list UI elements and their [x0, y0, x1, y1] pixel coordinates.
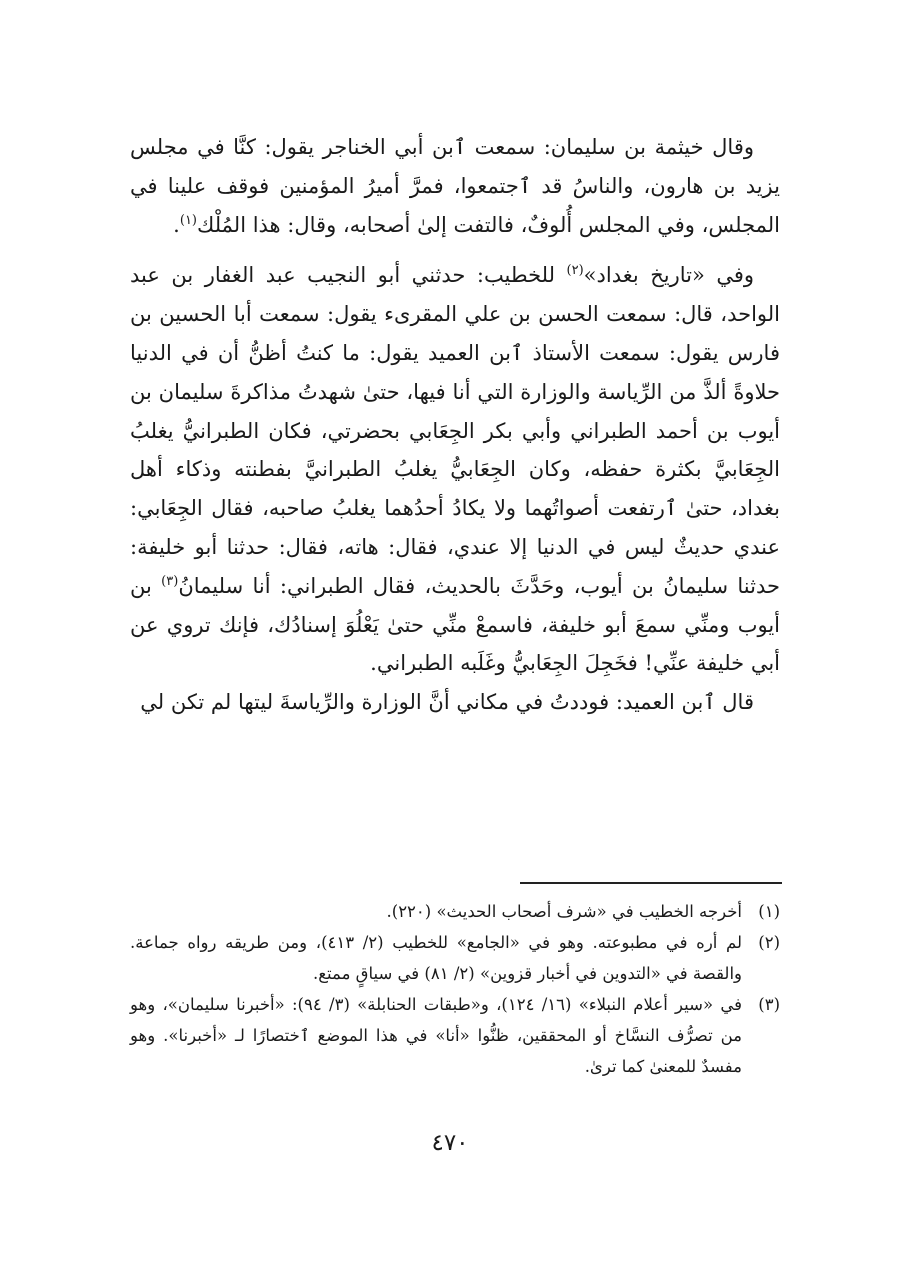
main-text — [130, 128, 780, 722]
footnote-ref-2[interactable]: (٢) — [566, 263, 584, 279]
footnotes — [130, 896, 780, 1082]
paragraph-2-start: وفي «تاريخ بغداد» — [583, 263, 754, 288]
paragraph-2-end: بن أيوب ومنِّي سمعَ أبو خليفة، فاسمعْ منِّي حتىٰ يَعْلُوَ إسنادُك، فإنك تروي عن أبي خليفة عنِّي! فخَجِلَ الجِعَابيُّ وغَلَبه الطبراني. — [130, 573, 780, 676]
paragraph-1-end: . — [173, 212, 180, 237]
page-number: ٤٧٠ — [431, 1130, 469, 1156]
footnote-separator — [520, 882, 782, 884]
paragraph-3: قال ٱبن العميد: فوددتُ في مكاني أنَّ الوزارة والرِّياسةَ ليتها لم تكن لي — [140, 690, 754, 715]
footnote-3 — [130, 989, 780, 1082]
footnote-ref-1[interactable]: (١) — [179, 212, 197, 228]
footnote-1 — [130, 896, 780, 927]
footnote-number: (٢) — [758, 933, 780, 952]
footnote-number: (١) — [758, 902, 780, 921]
footnote-text: لم أره في مطبوعته. وهو في «الجامع» للخطيب (٢/ ٤١٣)، ومن طريقه رواه جماعة. والقصة في «التدوين في أخبار قزوين» (٢/ ٨١) في سياقٍ ممتع. — [130, 933, 743, 983]
paragraph-1 — [130, 128, 780, 244]
paragraph-1-text: وقال خيثمة بن سليمان: سمعت ٱبن أبي الخناجر يقول: كنَّا في مجلس يزيد بن هارون، والناسُ قد ٱجتمعوا، فمرَّ أميرُ المؤمنين فوقف علينا في المجلس، وفي المجلس أُلوفٌ، فالتفت إلىٰ أصحابه، وقال: هذا المُلْك — [130, 135, 780, 237]
footnote-2 — [130, 927, 780, 989]
footnote-text: أخرجه الخطيب في «شرف أصحاب الحديث» (٢٢٠). — [386, 902, 742, 921]
footnote-text: في «سير أعلام النبلاء» (١٦/ ١٢٤)، و«طبقات الحنابلة» (٣/ ٩٤): «أخبرنا سليمان»، وهو من تصرُّف النسَّاخ أو المحققين، ظنُّوا «أنا» في هذا الموضع ٱختصارًا لـ «أخبرنا». وهو مفسدٌ للمعنىٰ كما ترىٰ. — [130, 995, 742, 1076]
paragraph-2 — [130, 256, 780, 683]
footnote-number: (٣) — [758, 995, 780, 1014]
paragraph-2-middle: للخطيب: حدثني أبو النجيب عبد الغفار بن عبد الواحد، قال: سمعت الحسن بن علي المقرىء يقول: سمعت أبا الحسين بن فارس يقول: سمعت الأستاذ ٱبن العميد يقول: ما كنتُ أظنُّ أن في الدنيا حلاوةً ألذَّ من الرِّياسة والوزارة التي أنا فيها، حتىٰ شهدتُ مذاكرةَ سليمان بن أيوب بن أحمد الطبراني وأبي بكر الجِعَابي بحضرتي، فكان الطبرانيُّ يغلبُ الجِعَابيَّ بكثرة حفظه، وكان الجِعَابيُّ يغلبُ الطبرانيَّ بفطنته وذكاء أهل بغداد، حتىٰ ٱرتفعت أصواتُهما ولا يكادُ أحدُهما يغلبُ صاحبه، فقال الجِعَابي: عندي حديثٌ ليس في الدنيا إلا عندي، فقال: هاته، فقال: حدثنا أبو خليفة: حدثنا سليمانُ بن أيوب، وحَدَّثَ بالحديث، فقال الطبراني: أنا سليمانُ — [130, 263, 780, 598]
footnote-ref-3[interactable]: (٣) — [161, 573, 179, 589]
